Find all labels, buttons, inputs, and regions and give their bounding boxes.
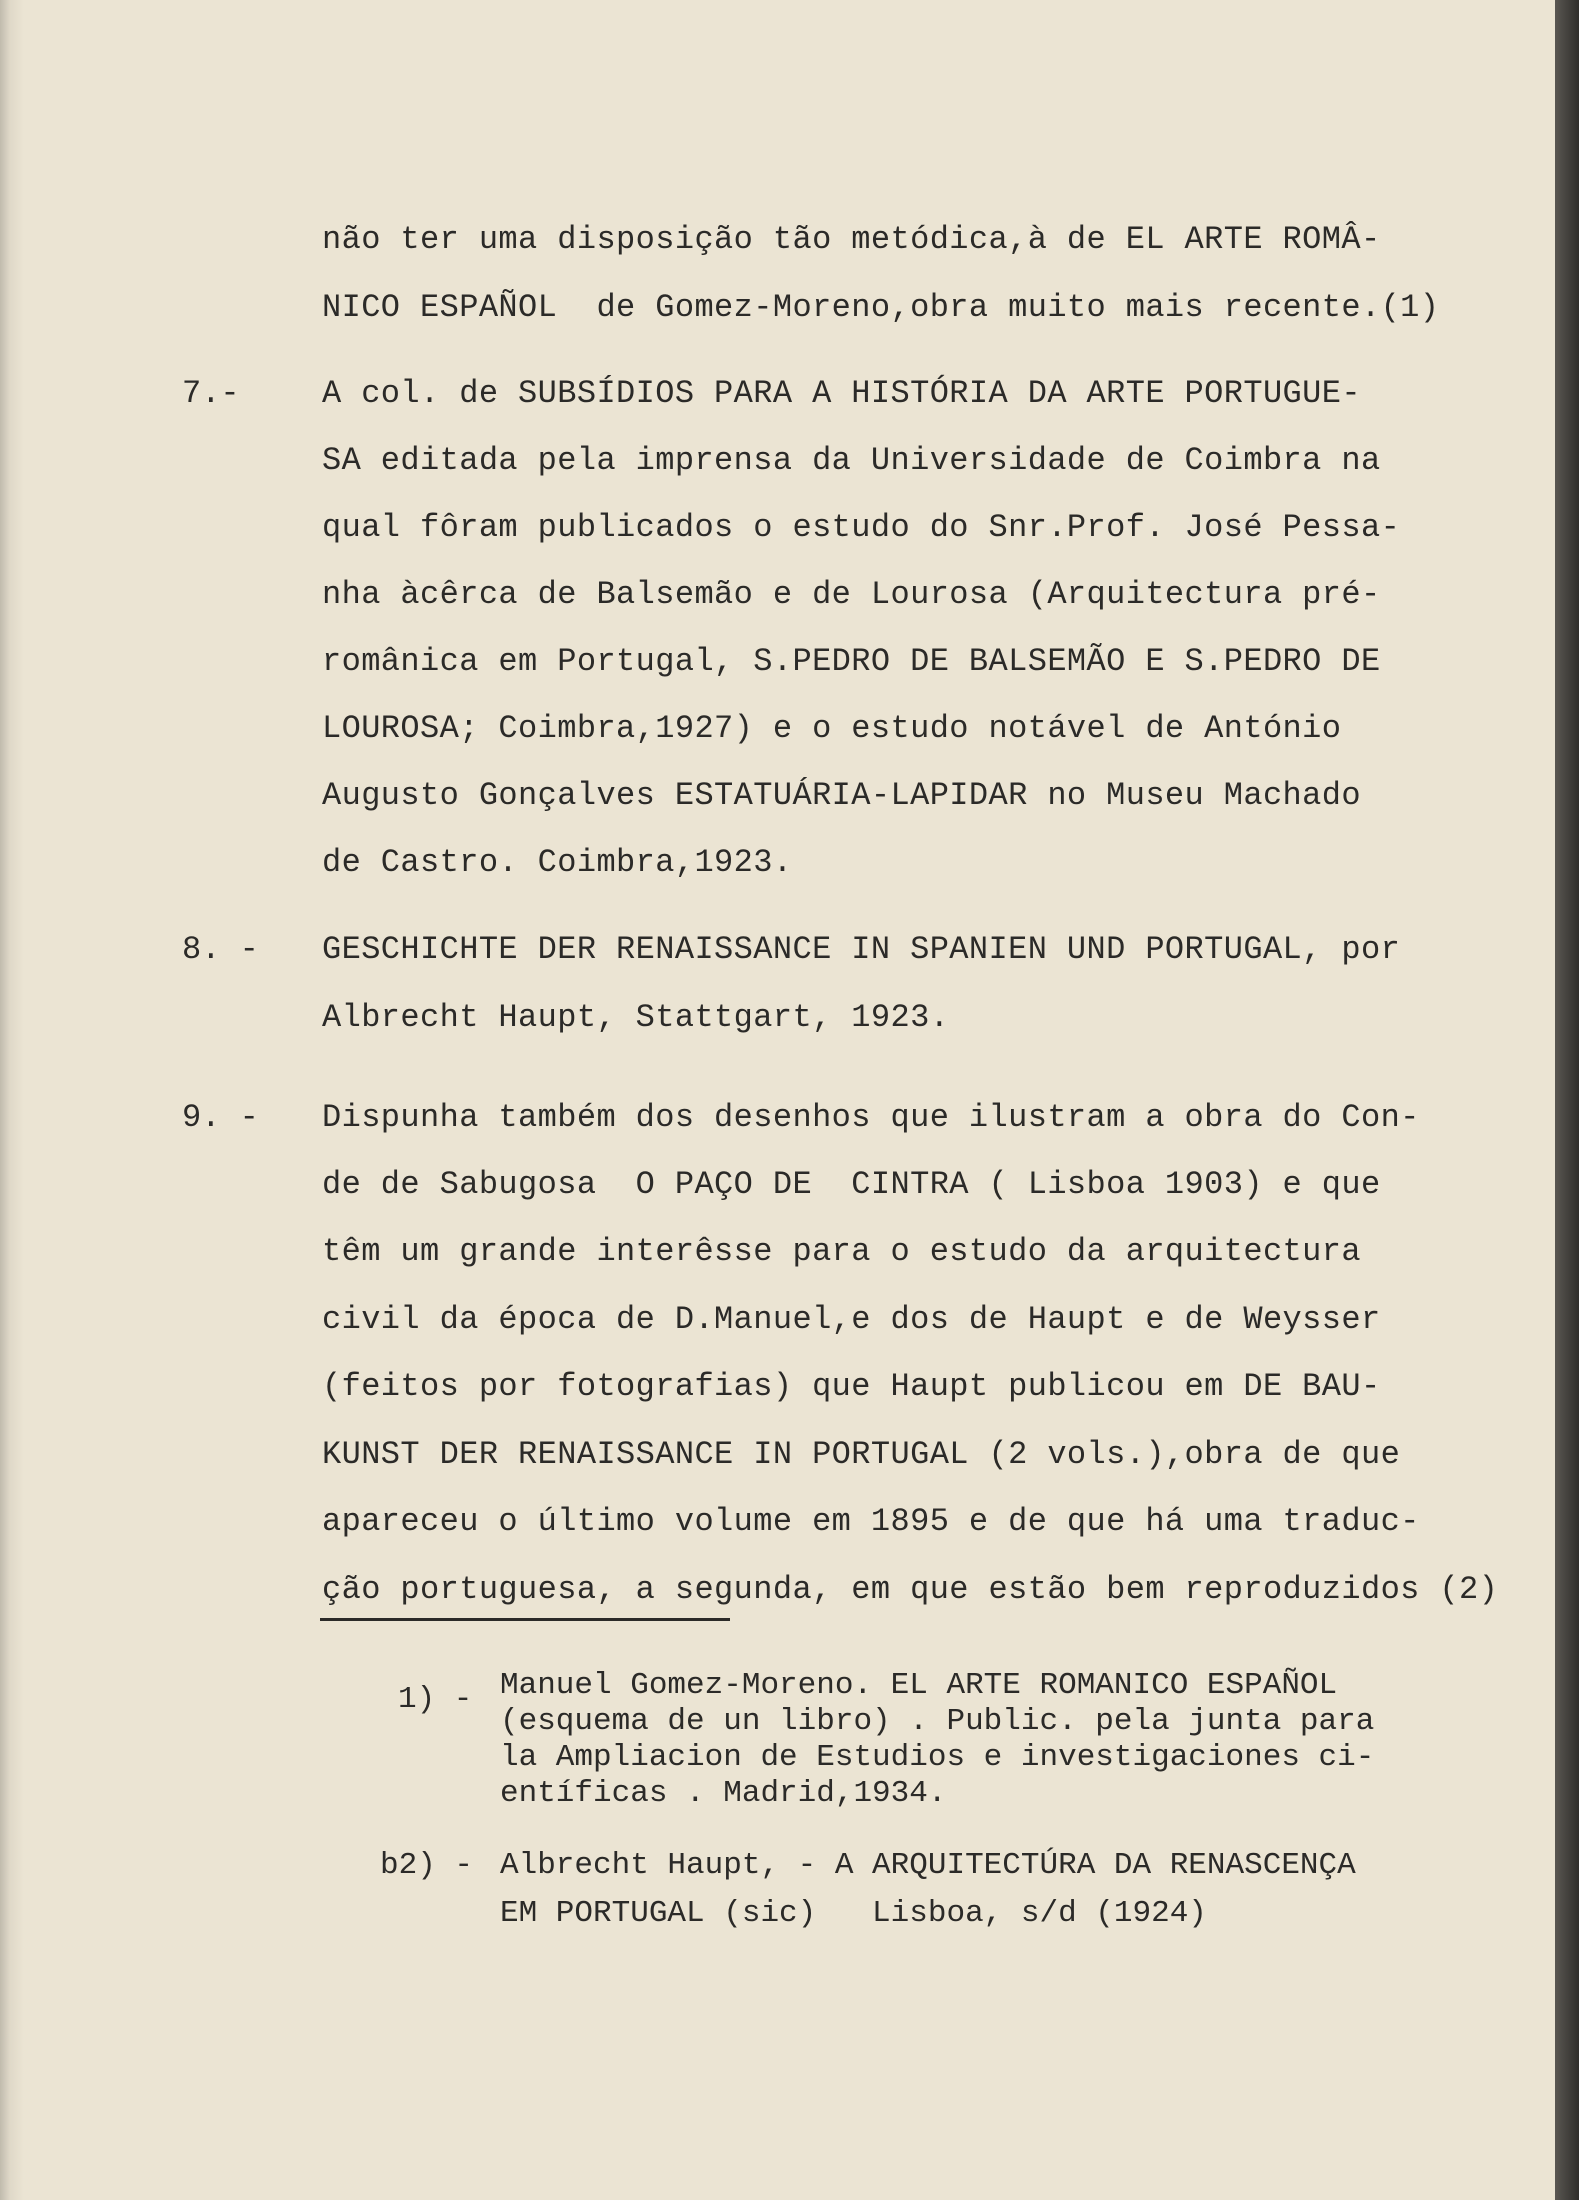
item-number-8: 8. - <box>182 931 259 968</box>
body-line: KUNST DER RENAISSANCE IN PORTUGAL (2 vols.),obra de que <box>322 1436 1401 1473</box>
text-underline <box>320 1618 730 1621</box>
binder-edge <box>1555 0 1579 2200</box>
item-number-7: 7.- <box>182 375 240 412</box>
footnote-line: Manuel Gomez-Moreno. EL ARTE ROMANICO ESPAÑOL <box>500 1668 1338 1703</box>
body-line: apareceu o último volume em 1895 e de que há uma traduc- <box>322 1503 1420 1540</box>
body-line: Augusto Gonçalves ESTATUÁRIA-LAPIDAR no Museu Machado <box>322 777 1361 814</box>
body-line: Albrecht Haupt, Stattgart, 1923. <box>322 999 950 1036</box>
body-line: ção portuguesa, a segunda, em que estão bem reproduzidos (2) <box>322 1571 1499 1608</box>
body-line: de Castro. Coimbra,1923. <box>322 844 793 881</box>
footnote-line: (esquema de un libro) . Public. pela junta para <box>500 1704 1375 1739</box>
body-line: Dispunha também dos desenhos que ilustram a obra do Con- <box>322 1099 1420 1136</box>
body-line: (feitos por fotografias) que Haupt publicou em DE BAU- <box>322 1368 1381 1405</box>
body-line: A col. de SUBSÍDIOS PARA A HISTÓRIA DA ARTE PORTUGUE- <box>322 375 1361 412</box>
body-line: qual fôram publicados o estudo do Snr.Prof. José Pessa- <box>322 509 1401 546</box>
body-line: de de Sabugosa O PAÇO DE CINTRA ( Lisboa 1903) e que <box>322 1166 1381 1203</box>
item-number-9: 9. - <box>182 1099 259 1136</box>
body-line: românica em Portugal, S.PEDRO DE BALSEMÃO E S.PEDRO DE <box>322 643 1381 680</box>
body-line: NICO ESPAÑOL de Gomez-Moreno,obra muito mais recente.(1) <box>322 289 1440 326</box>
body-line: têm um grande interêsse para o estudo da arquitectura <box>322 1233 1361 1270</box>
body-line: LOUROSA; Coimbra,1927) e o estudo notável de António <box>322 710 1342 747</box>
footnote-marker: 1) - <box>398 1682 473 1717</box>
body-line: não ter uma disposição tão metódica,à de EL ARTE ROMÂ- <box>322 221 1381 258</box>
footnote-marker: b2) - <box>380 1848 474 1883</box>
body-line: nha àcêrca de Balsemão e de Lourosa (Arquitectura pré- <box>322 576 1381 613</box>
footnote-line: entíficas . Madrid,1934. <box>500 1776 947 1811</box>
footnote-line: la Ampliacion de Estudios e investigaciones ci- <box>500 1740 1375 1775</box>
body-line: SA editada pela imprensa da Universidade de Coimbra na <box>322 442 1381 479</box>
body-line: civil da época de D.Manuel,e dos de Haupt e de Weysser <box>322 1301 1381 1338</box>
footnote-line: EM PORTUGAL (sic) Lisboa, s/d (1924) <box>500 1896 1207 1931</box>
footnote-line: Albrecht Haupt, - A ARQUITECTÚRA DA RENASCENÇA <box>500 1848 1356 1883</box>
body-line: GESCHICHTE DER RENAISSANCE IN SPANIEN UND PORTUGAL, por <box>322 931 1401 968</box>
